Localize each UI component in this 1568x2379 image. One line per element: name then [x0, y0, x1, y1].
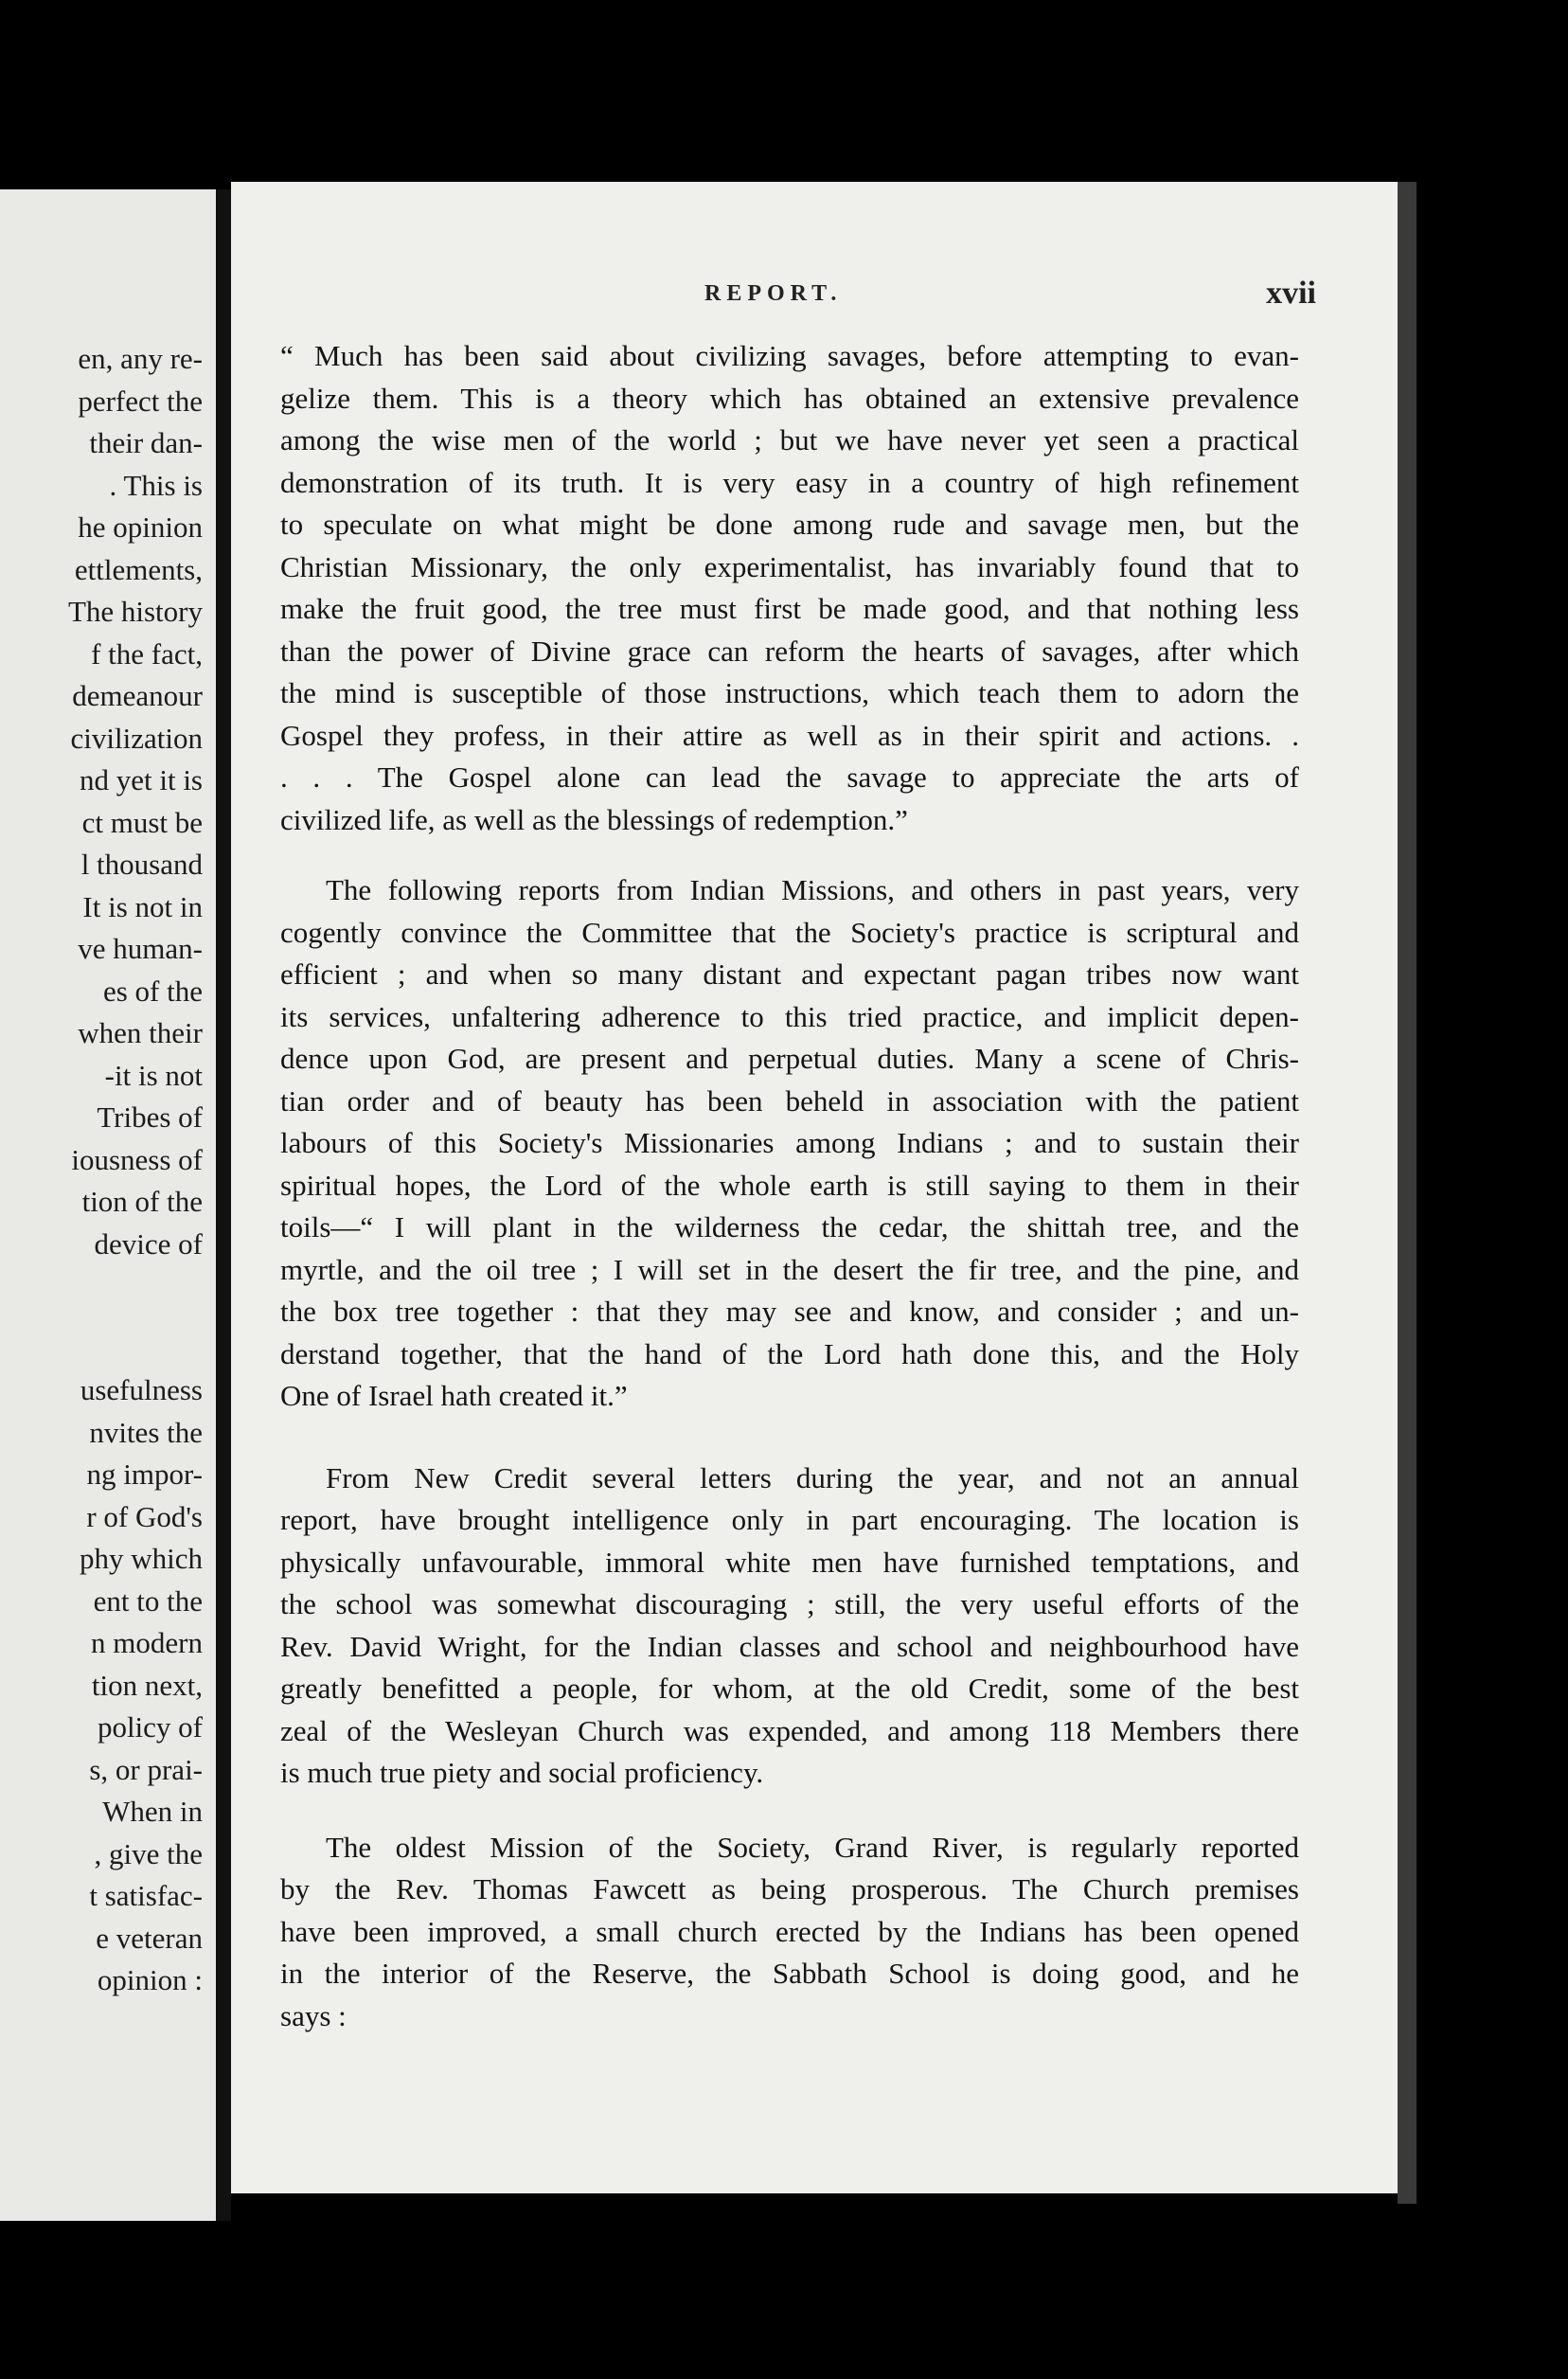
text-line: says :	[280, 1998, 347, 2032]
text-line: the mind is susceptible of those instructions, which teach them to adorn the	[280, 676, 1299, 709]
text-line: report, have brought intelligence only in part encouraging. The location is	[280, 1503, 1299, 1536]
left-line: t satisfac-	[89, 1879, 203, 1912]
left-line: When in	[102, 1795, 203, 1828]
text-line: Christian Missionary, the only experimentalist, has invariably found that to	[280, 549, 1299, 583]
text-line: One of Israel hath created it.”	[280, 1379, 628, 1412]
left-line: ettlements,	[74, 552, 203, 586]
left-line: e veteran	[96, 1921, 203, 1955]
left-line: en, any re-	[78, 342, 203, 375]
left-line: civilization	[70, 721, 203, 755]
text-line: the school was somewhat discouraging ; still, the very useful efforts of the	[280, 1587, 1299, 1620]
text-line: From New Credit several letters during the year, and not an annual	[326, 1460, 1299, 1494]
paragraph-grand-river	[280, 1827, 1299, 2038]
text-line: in the interior of the Reserve, the Sabbath School is doing good, and he	[280, 1957, 1299, 1990]
left-line: l thousand	[80, 848, 203, 881]
left-line: opinion :	[97, 1963, 203, 1996]
text-line: to speculate on what might be done among rude and savage men, but the	[280, 508, 1299, 541]
text-line: than the power of Divine grace can reform the hearts of savages, after which	[280, 634, 1299, 668]
left-line: It is not in	[82, 889, 203, 923]
text-line: . . . The Gospel alone can lead the savage to appreciate the arts of	[280, 760, 1299, 794]
left-line: The history	[67, 595, 203, 628]
text-line: dence upon God, are present and perpetual duties. Many a scene of Chris-	[280, 1042, 1299, 1075]
text-line: among the wise men of the world ; but we have never yet seen a practical	[280, 423, 1299, 456]
text-line: physically unfavourable, immoral white men have furnished temptations, and	[280, 1545, 1299, 1579]
paragraph-quotation	[280, 335, 1299, 841]
left-line: ve human-	[78, 932, 203, 965]
text-line: by the Rev. Thomas Fawcett as being prosperous. The Church premises	[280, 1872, 1299, 1905]
paragraph-new-credit	[280, 1458, 1299, 1795]
left-line: iousness of	[71, 1142, 203, 1176]
right-page	[231, 182, 1398, 2193]
left-line: when their	[78, 1016, 203, 1049]
left-line: es of the	[102, 974, 203, 1008]
left-line: phy which	[79, 1542, 203, 1575]
left-page-text	[68, 338, 203, 2002]
left-line-gap	[68, 1265, 203, 1369]
text-line: Gospel they profess, in their attire as well as in their spirit and actions. .	[280, 718, 1299, 752]
text-line: The following reports from Indian Missions, and others in past years, very	[326, 873, 1299, 906]
text-line: efficient ; and when so many distant and expectant pagan tribes now want	[280, 957, 1299, 991]
left-line: usefulness	[80, 1373, 203, 1406]
page-edge	[1398, 182, 1417, 2204]
left-line: s, or prai-	[89, 1752, 203, 1786]
text-line: gelize them. This is a theory which has obtained an extensive prevalence	[280, 381, 1299, 415]
text-line: is much true piety and social proficiency.	[280, 1756, 764, 1789]
book-gutter	[216, 189, 231, 2221]
left-line: their dan-	[89, 426, 203, 459]
left-line: nd yet it is	[79, 763, 203, 796]
text-line: demonstration of its truth. It is very easy in a country of high refinement	[280, 465, 1299, 499]
running-title: REPORT.	[704, 281, 843, 306]
left-line: Tribes of	[97, 1100, 203, 1134]
text-line: make the fruit good, the tree must first be made good, and that nothing less	[280, 592, 1299, 625]
text-line: toils—“ I will plant in the wilderness the cedar, the shittah tree, and the	[280, 1210, 1299, 1243]
left-line: , give the	[94, 1836, 203, 1870]
text-line: greatly benefitted a people, for whom, at the old Credit, some of the best	[280, 1672, 1299, 1705]
text-line: spiritual hopes, the Lord of the whole earth is still saying to them in their	[280, 1168, 1299, 1202]
left-line: policy of	[97, 1710, 203, 1744]
left-line: nvites the	[89, 1415, 203, 1449]
running-head	[231, 276, 1398, 319]
left-line: device of	[94, 1226, 203, 1261]
text-line: tian order and of beauty has been beheld in association with the patient	[280, 1083, 1299, 1118]
left-line: perfect the	[78, 384, 203, 418]
left-page-fragment	[0, 189, 216, 2221]
text-line: its services, unfaltering adherence to this tried practice, and implicit depen-	[280, 999, 1299, 1033]
left-line: r of God's	[86, 1499, 203, 1533]
left-line: ent to the	[93, 1583, 203, 1618]
paragraph-indian-missions	[280, 869, 1299, 1418]
left-line: he opinion	[78, 510, 203, 544]
left-line: demeanour	[72, 679, 203, 712]
left-line: f the fact,	[91, 636, 203, 671]
text-line: the box tree together : that they may see and know, and consider ; and un-	[280, 1295, 1299, 1328]
left-line: ct must be	[81, 805, 203, 839]
left-line: -it is not	[104, 1058, 203, 1092]
text-line: cogently convince the Committee that the Society's practice is scriptural and	[280, 915, 1299, 949]
body-text	[280, 335, 1299, 2037]
text-line: “ Much has been said about civilizing savages, before attempting to evan-	[280, 339, 1299, 372]
text-line: zeal of the Wesleyan Church was expended, and among 118 Members there	[280, 1713, 1299, 1747]
text-line: civilized life, as well as the blessings of redemption.”	[280, 802, 908, 836]
left-line: ng impor-	[86, 1458, 203, 1491]
text-line: derstand together, that the hand of the Lord hath done this, and the Holy	[280, 1336, 1299, 1370]
left-line: tion of the	[81, 1185, 203, 1218]
text-line: The oldest Mission of the Society, Grand River, is regularly reported	[326, 1830, 1299, 1864]
left-line: n modern	[91, 1626, 203, 1659]
text-line: Rev. David Wright, for the Indian classes and school and neighbourhood have	[280, 1629, 1299, 1663]
text-line: myrtle, and the oil tree ; I will set in the desert the fir tree, and the pine, and	[280, 1252, 1299, 1286]
left-line: . This is	[109, 468, 203, 502]
text-line: labours of this Society's Missionaries among Indians ; and to sustain their	[280, 1126, 1299, 1159]
left-line: tion next,	[91, 1668, 203, 1702]
page-number: xvii	[1266, 276, 1316, 311]
text-line: have been improved, a small church erected by the Indians has been opened	[280, 1914, 1299, 1948]
